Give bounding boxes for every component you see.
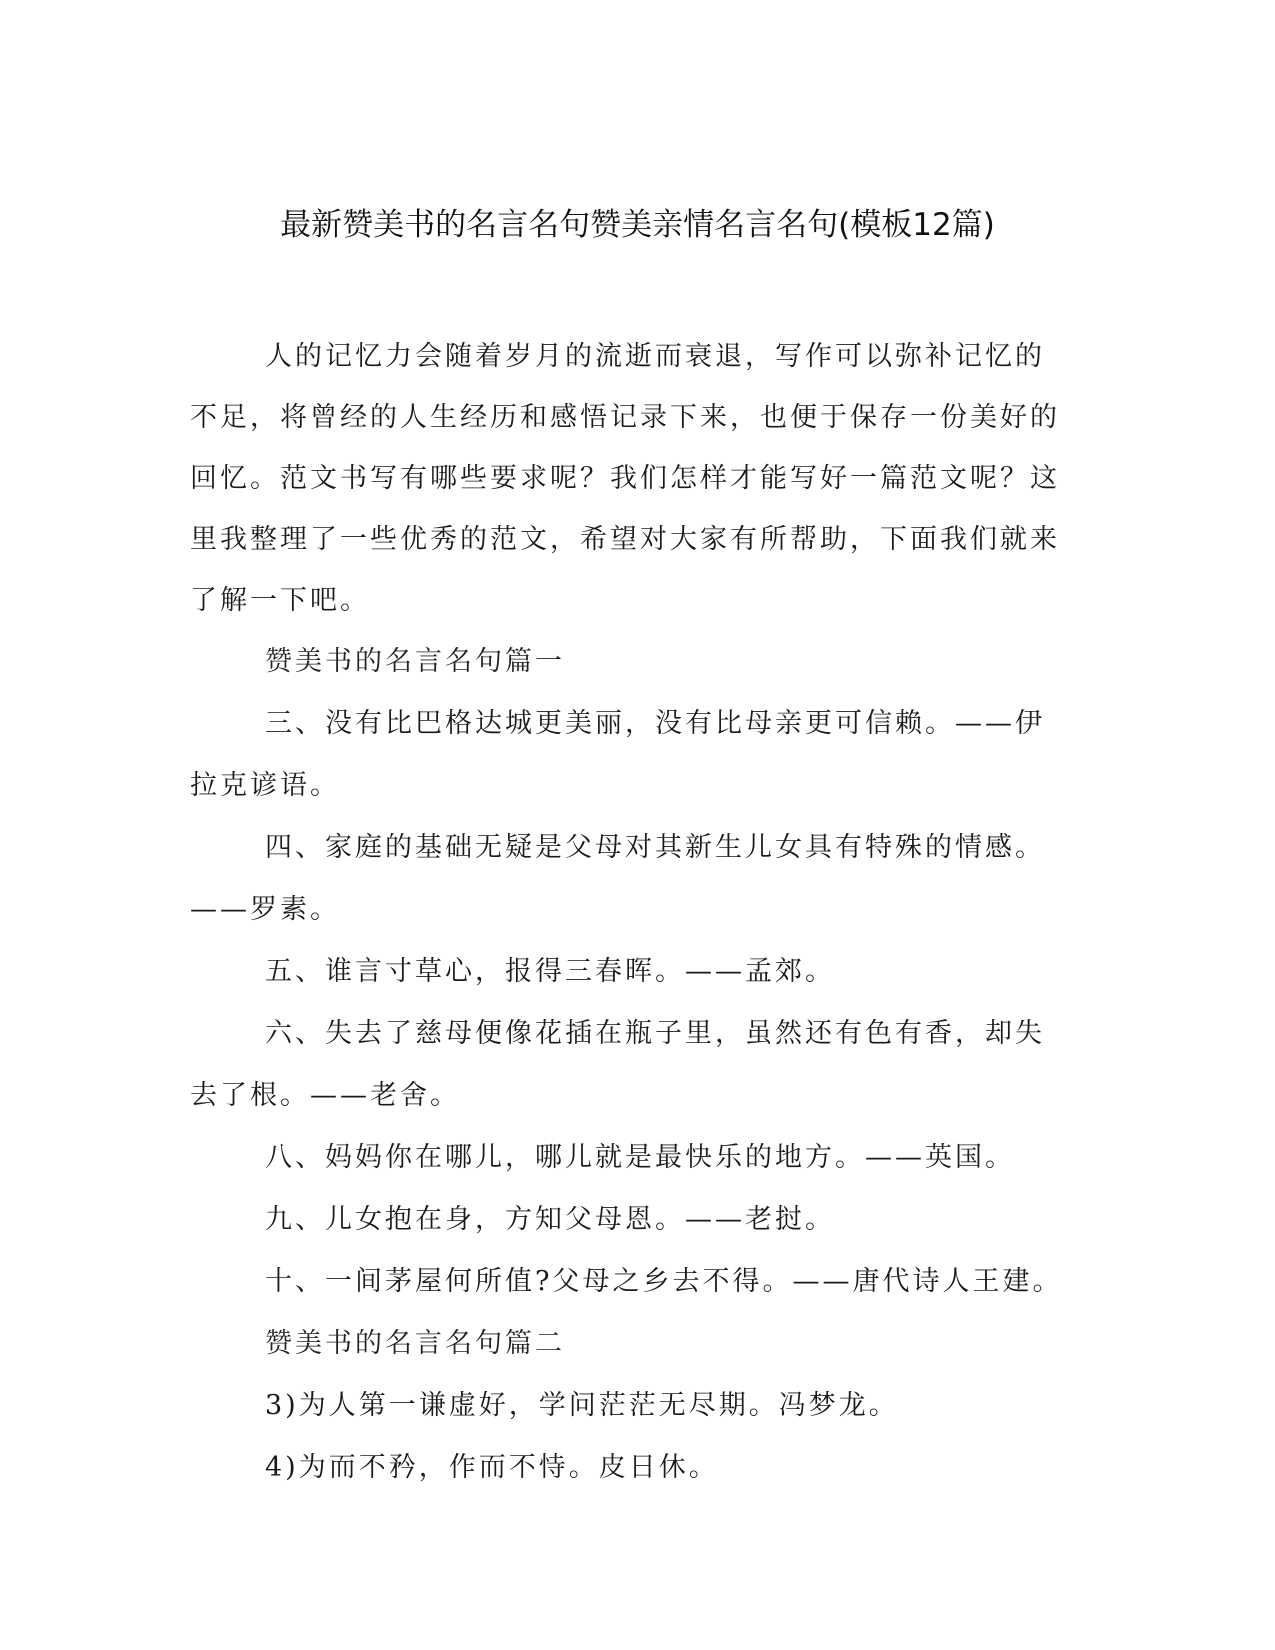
intro-paragraph: 人的记忆力会随着岁月的流逝而衰退，写作可以弥补记忆的不足，将曾经的人生经历和感悟记录下来，也便于保存一份美好的回忆。范文书写有哪些要求呢？我们怎样才能写好一篇范文呢？这里我整理了一些优秀的范文，希望对大家有所帮助，下面我们就来了解一下吧。	[190, 341, 1060, 616]
document-title: 最新赞美书的名言名句赞美亲情名言名句(模板12篇)	[280, 207, 995, 243]
quote-paragraph: 八、妈妈你在哪儿，哪儿就是最快乐的地方。——英国。	[265, 1142, 1015, 1173]
quote-paragraph: 六、失去了慈母便像花插在瓶子里，虽然还有色有香，却失去了根。——老舍。	[190, 1018, 1045, 1111]
document-body	[190, 326, 1072, 1499]
quote-paragraph: 九、儿女抱在身，方知父母恩。——老挝。	[265, 1204, 835, 1235]
quote-paragraph: 三、没有比巴格达城更美丽，没有比母亲更可信赖。——伊拉克谚语。	[190, 708, 1045, 801]
quote-paragraph: 十、一间茅屋何所值?父母之乡去不得。——唐代诗人王建。	[265, 1266, 1063, 1297]
quote-paragraph: 五、谁言寸草心，报得三春晖。——孟郊。	[265, 956, 835, 987]
quote-paragraph: 四、家庭的基础无疑是父母对其新生儿女具有特殊的情感。——罗素。	[190, 832, 1045, 925]
quote-paragraph: 3)为人第一谦虚好，学问茫茫无尽期。冯梦龙。	[265, 1390, 899, 1421]
quote-paragraph: 4)为而不矜，作而不恃。皮日休。	[265, 1452, 719, 1483]
section-heading-1: 赞美书的名言名句篇一	[265, 646, 565, 677]
section-heading-2: 赞美书的名言名句篇二	[265, 1328, 565, 1359]
